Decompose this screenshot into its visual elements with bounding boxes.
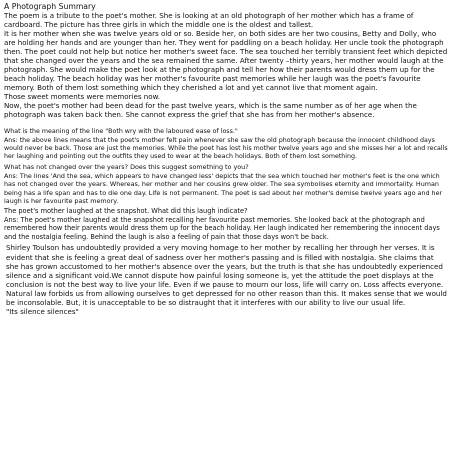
question-text: The poet's mother laughed at the snapshot. What did this laugh indicate?	[4, 207, 248, 216]
answer-text: Ans: The poet's mother laughed at the snapshot recalling her favourite past memories. She looked back at the photograph and remembered how their parents would dress them up for the beach holiday. Her laugh indicated her remembering the innocent days and the nostalgia feeling. Behind the laugh is also a feeling of pain that those days won't be back.	[4, 215, 440, 241]
summary-paragraph: The poem is a tribute to the poet's mother. She is looking at an old photograph of her mother which has a frame of cardboard. The picture has three girls in which the middle one is the oldest and tallest.	[4, 11, 414, 30]
summary-paragraph: Now, the poet's mother had been dead for the past twelve years, which is the same number as of her age when the photograph was taken back then. She cannot express the grief that she has from her mother's absence.	[4, 101, 417, 120]
summary-section	[4, 11, 448, 119]
closing-quote: "Its silence silences"	[6, 307, 79, 317]
conclusion-section	[4, 243, 448, 316]
question-text: What has not changed over the years? Does this suggest something to you?	[4, 163, 249, 172]
summary-paragraph: It is her mother when she was twelve years old or so. Beside her, on both sides are her two cousins, Betty and Dolly, who are holding her hands and are younger than her. They went for paddling on a beach holiday. Her uncle took the photograph then. The poet could not help but notice her mother's sweet face. The sea touched her terribly transient feet which depicted that she changed over the years and the sea remained the same. After twenty –thirty years, her mother would laugh at the photograph. She would make the poet look at the photograph and tell her how their parents would dress them up for the beach holiday. The beach holiday was her mother's favourite past memories while her laugh was the poet's favourite memory. Both of them lost something which they cherished a lot and yet cannot live that moment again.	[4, 29, 448, 93]
qa-block-1	[4, 128, 448, 161]
qa-block-2	[4, 163, 448, 205]
answer-text: Ans: The lines 'And the sea, which appears to have changed less' depicts that the sea which touched her mother's feet is the one which has not changed over the years. Whereas, her mother and her cousins grew older. The sea symbolises eternity and immortality. Human being has a life span and has to die one day. Life is not permanent. The poet is sad about her mother's demise twelve years ago and her laugh is her favourite past memory.	[4, 171, 443, 206]
document-title: A Photograph Summary	[4, 2, 96, 11]
answer-text: Ans: the above lines means that the poet's mother felt pain whenever she saw the old photograph because the innocent childhood days would never be back. Those are just the memories. While the poet has lost his mother twelve years ago and she misses her a lot and recalls her laughing and pointing out the outfits they used to wear at the beach holidays. Both of them lost something.	[4, 136, 448, 161]
qa-block-3	[4, 207, 448, 241]
conclusion-paragraph: Shirley Toulson has undoubtedly provided a very moving homage to her mother by recalling her through her verses. It is evident that she is feeling a great deal of sadness over her mother's passing and is filled with nostalgia. She claims that she has grown accustomed to her mother's absence over the years, but the truth is that she has undoubtedly experienced silence and a significant void.We cannot dispute how painful losing someone is, yet the attitude the poet displays at the conclusion is not the best way to live your life. Even if we pause to mourn our loss, life will carry on. Loss affects everyone. Natural law forbids us from allowing ourselves to get depressed for no other reason than this. It makes sense that we would be inconsolable. But, it is unacceptable to be so distraught that it interferes with our ability to live our usual life.	[6, 243, 447, 307]
question-text: What is the meaning of the line "Both wry with the laboured ease of loss."	[4, 128, 238, 136]
summary-paragraph: Those sweet moments were memories now.	[4, 92, 161, 102]
